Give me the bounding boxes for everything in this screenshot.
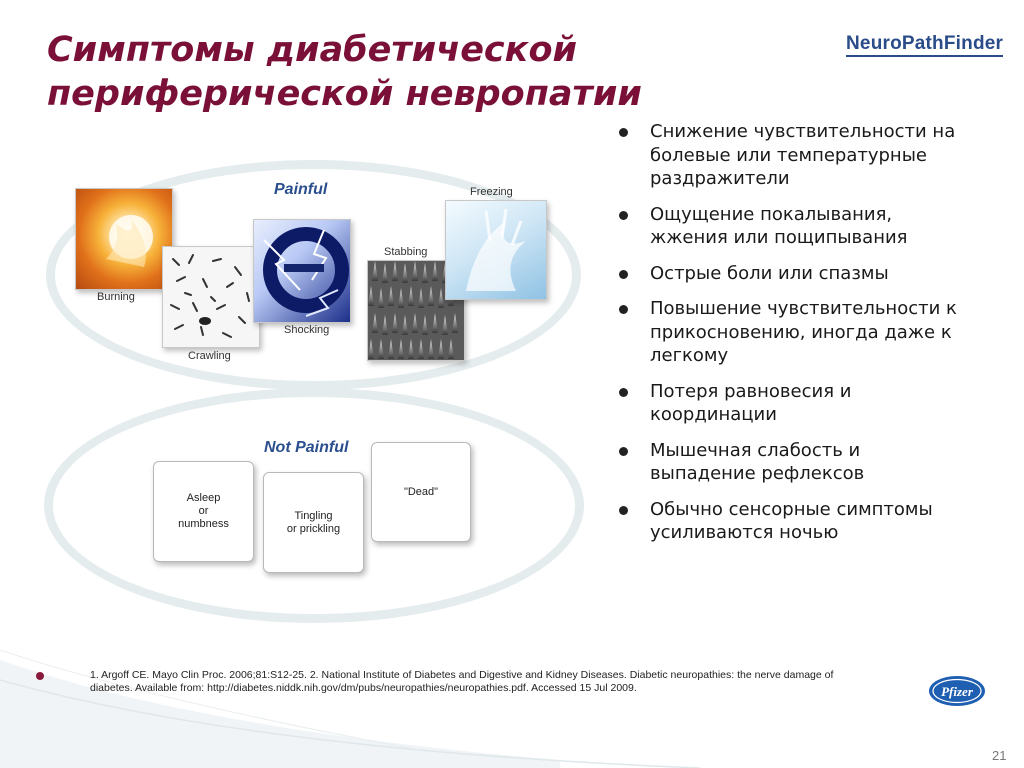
- decorative-swoosh: [0, 640, 1024, 768]
- bullet-icon: [619, 211, 628, 220]
- lightning-icon: [254, 220, 350, 322]
- page-number: 21: [992, 748, 1007, 763]
- shocking-caption: Shocking: [284, 324, 330, 336]
- symptom-list: [616, 120, 962, 557]
- bullet-icon: [619, 388, 628, 397]
- freezing-caption: Freezing: [470, 186, 513, 198]
- not-painful-label: Not Painful: [264, 439, 349, 456]
- dead-card: "Dead": [371, 442, 471, 542]
- symptom-text: Ощущение покалывания, жжения или пощипывания: [650, 203, 908, 248]
- ice-icon: [446, 201, 546, 299]
- symptom-text: Мышечная слабость и выпадение рефлексов: [650, 439, 865, 484]
- stabbing-caption: Stabbing: [384, 246, 428, 258]
- crawling-caption: Crawling: [188, 350, 231, 362]
- bullet-icon: [619, 128, 628, 137]
- symptom-item: [616, 203, 962, 250]
- neuropathfinder-logo: [846, 33, 1003, 57]
- svg-text:Pfizer: Pfizer: [941, 684, 973, 699]
- symptom-text: Острые боли или спазмы: [650, 262, 889, 284]
- symptom-item: [616, 262, 962, 286]
- asleep-numbness-card: Asleep or numbness: [153, 461, 254, 562]
- symptom-text: Обычно сенсорные симптомы усиливаются ночью: [650, 498, 933, 543]
- burning-image: [75, 188, 173, 290]
- burning-caption: Burning: [97, 291, 135, 303]
- symptom-item: [616, 498, 962, 545]
- brand-text: NeuroPathFinder: [846, 33, 1003, 57]
- symptom-item: [616, 439, 962, 486]
- flame-icon: [76, 189, 172, 289]
- footnote: 1. Argoff CE. Mayo Clin Proc. 2006;81:S12-25. 2. National Institute of Diabetes and Digestive and Kidney Diseases. Diabetic neuropathies: the nerve damage of diabetes. Available from: http://diabetes.niddk.nih.gov/dm/pubs/neuropathies/neuropathies.pdf. Accessed 15 Jul 2009.: [90, 669, 834, 694]
- shocking-image: [253, 219, 351, 323]
- ants-icon: [163, 247, 259, 347]
- pfizer-logo: [928, 674, 986, 708]
- symptom-item: [616, 297, 962, 368]
- symptom-text: Потеря равновесия и координации: [650, 380, 852, 425]
- painful-label: Painful: [274, 181, 328, 198]
- crawling-image: [162, 246, 260, 348]
- slide-title: Симптомы диабетической периферической невропатии: [47, 30, 642, 114]
- symptom-text: Повышение чувствительности к прикосновению, иногда даже к легкому: [650, 298, 957, 366]
- symptom-text: Снижение чувствительности на болевые или температурные раздражители: [650, 121, 956, 189]
- bullet-icon: [619, 447, 628, 456]
- symptom-item: [616, 120, 962, 191]
- bullet-icon: [619, 305, 628, 314]
- symptom-item: [616, 380, 962, 427]
- bullet-icon: [619, 506, 628, 515]
- bullet-icon: [619, 270, 628, 279]
- tingling-prickling-card: Tingling or prickling: [263, 472, 364, 573]
- accent-dot-icon: [36, 672, 44, 680]
- freezing-image: [445, 200, 547, 300]
